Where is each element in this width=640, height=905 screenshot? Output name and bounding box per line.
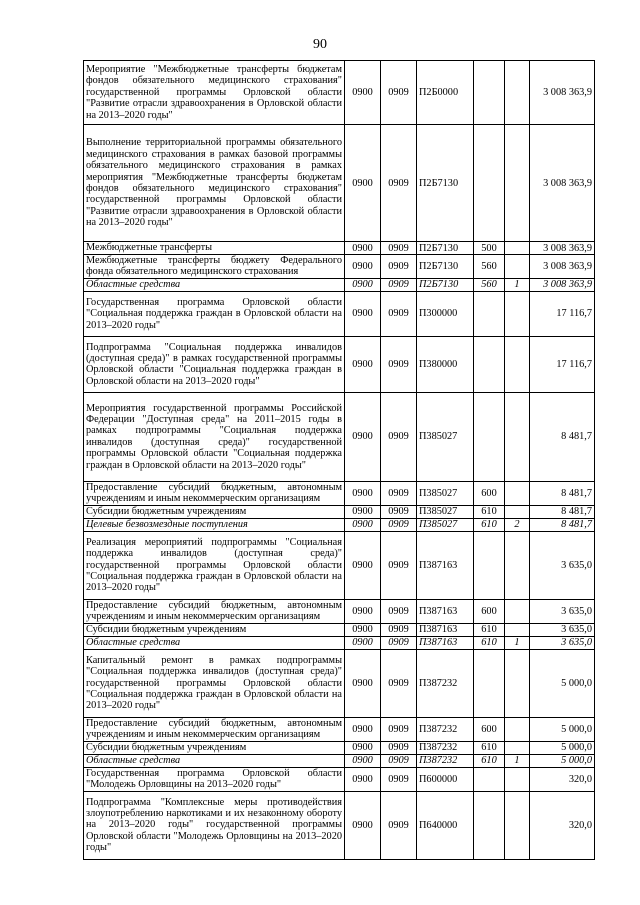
table-row	[84, 255, 595, 279]
section-code-cell: 0900	[345, 623, 381, 636]
row-name-cell: Областные средства	[84, 754, 345, 767]
amount-cell: 3 008 363,9	[530, 61, 595, 125]
program-code-cell: П387232	[417, 649, 474, 717]
table-row	[84, 242, 595, 255]
funding-source-cell	[505, 623, 530, 636]
program-code-cell: П380000	[417, 336, 474, 392]
table-row	[84, 291, 595, 336]
table-row	[84, 767, 595, 791]
table-row	[84, 278, 595, 291]
section-code-cell: 0900	[345, 291, 381, 336]
subsection-code-cell: 0909	[381, 505, 417, 518]
table-row	[84, 636, 595, 649]
program-code-cell: П387163	[417, 623, 474, 636]
table-row	[84, 791, 595, 859]
program-code-cell: П385027	[417, 505, 474, 518]
amount-cell: 5 000,0	[530, 741, 595, 754]
subsection-code-cell: 0909	[381, 623, 417, 636]
expense-kind-cell: 560	[474, 278, 505, 291]
program-code-cell: П387232	[417, 717, 474, 741]
section-code-cell: 0900	[345, 61, 381, 125]
section-code-cell: 0900	[345, 649, 381, 717]
section-code-cell: 0900	[345, 255, 381, 279]
amount-cell: 5 000,0	[530, 754, 595, 767]
program-code-cell: П387232	[417, 741, 474, 754]
expense-kind-cell	[474, 392, 505, 481]
funding-source-cell	[505, 291, 530, 336]
row-name-cell: Мероприятия государственной программы Российской Федерации "Доступная среда" на 2011–2015 годы в рамках подпрограммы "Социальная поддержка инвалидов (доступная среда)" государственной программы Орловской области "Социальная поддержка граждан в Орловской области на 2013–2020 годы"	[84, 392, 345, 481]
amount-cell: 320,0	[530, 767, 595, 791]
section-code-cell: 0900	[345, 599, 381, 623]
budget-table-body	[84, 61, 595, 860]
amount-cell: 8 481,7	[530, 392, 595, 481]
expense-kind-cell: 610	[474, 518, 505, 531]
table-row	[84, 392, 595, 481]
subsection-code-cell: 0909	[381, 291, 417, 336]
subsection-code-cell: 0909	[381, 481, 417, 505]
amount-cell: 3 635,0	[530, 636, 595, 649]
subsection-code-cell: 0909	[381, 754, 417, 767]
amount-cell: 3 008 363,9	[530, 278, 595, 291]
amount-cell: 3 635,0	[530, 531, 595, 599]
subsection-code-cell: 0909	[381, 717, 417, 741]
row-name-cell: Подпрограмма "Социальная поддержка инвалидов (доступная среда)" в рамках государственной программы Орловской области "Социальная поддержка граждан в Орловской области на 2013–2020 годы"	[84, 336, 345, 392]
table-row	[84, 518, 595, 531]
section-code-cell: 0900	[345, 754, 381, 767]
program-code-cell: П2Б7130	[417, 125, 474, 242]
subsection-code-cell: 0909	[381, 767, 417, 791]
subsection-code-cell: 0909	[381, 636, 417, 649]
amount-cell: 17 116,7	[530, 291, 595, 336]
amount-cell: 5 000,0	[530, 649, 595, 717]
expense-kind-cell: 600	[474, 717, 505, 741]
funding-source-cell	[505, 717, 530, 741]
funding-source-cell	[505, 741, 530, 754]
funding-source-cell: 1	[505, 636, 530, 649]
row-name-cell: Государственная программа Орловской области "Социальная поддержка граждан в Орловской области на 2013–2020 годы"	[84, 291, 345, 336]
funding-source-cell	[505, 531, 530, 599]
table-row	[84, 754, 595, 767]
expense-kind-cell: 610	[474, 636, 505, 649]
subsection-code-cell: 0909	[381, 242, 417, 255]
row-name-cell: Капитальный ремонт в рамках подпрограммы "Социальная поддержка инвалидов (доступная среда)" государственной программы Орловской области "Социальная поддержка граждан в Орловской области на 2013–2020 годы"	[84, 649, 345, 717]
program-code-cell: П385027	[417, 481, 474, 505]
table-row	[84, 531, 595, 599]
funding-source-cell	[505, 125, 530, 242]
subsection-code-cell: 0909	[381, 649, 417, 717]
section-code-cell: 0900	[345, 717, 381, 741]
table-row	[84, 336, 595, 392]
program-code-cell: П2Б7130	[417, 278, 474, 291]
subsection-code-cell: 0909	[381, 336, 417, 392]
row-name-cell: Межбюджетные трансферты	[84, 242, 345, 255]
row-name-cell: Субсидии бюджетным учреждениям	[84, 623, 345, 636]
funding-source-cell	[505, 255, 530, 279]
program-code-cell: П2Б7130	[417, 255, 474, 279]
section-code-cell: 0900	[345, 125, 381, 242]
funding-source-cell: 2	[505, 518, 530, 531]
amount-cell: 17 116,7	[530, 336, 595, 392]
expense-kind-cell	[474, 649, 505, 717]
table-row	[84, 481, 595, 505]
subsection-code-cell: 0909	[381, 791, 417, 859]
subsection-code-cell: 0909	[381, 255, 417, 279]
section-code-cell: 0900	[345, 791, 381, 859]
row-name-cell: Подпрограмма "Комплексные меры противодействия злоупотреблению наркотиками и их незаконному обороту на 2013–2020 годы" государственной программы Орловской области "Молодежь Орловщины на 2013–2020 годы"	[84, 791, 345, 859]
subsection-code-cell: 0909	[381, 278, 417, 291]
table-row	[84, 717, 595, 741]
budget-table	[83, 60, 595, 860]
expense-kind-cell	[474, 291, 505, 336]
row-name-cell: Предоставление субсидий бюджетным, автономным учреждениям и иным некоммерческим организациям	[84, 481, 345, 505]
row-name-cell: Мероприятие "Межбюджетные трансферты бюджетам фондов обязательного медицинского страхования" государственной программы Орловской области "Развитие отрасли здравоохранения в Орловской области на 2013–2020 годы"	[84, 61, 345, 125]
row-name-cell: Межбюджетные трансферты бюджету Федерального фонда обязательного медицинского страхования	[84, 255, 345, 279]
amount-cell: 3 635,0	[530, 623, 595, 636]
program-code-cell: П385027	[417, 392, 474, 481]
program-code-cell: П2Б0000	[417, 61, 474, 125]
table-row	[84, 623, 595, 636]
row-name-cell: Выполнение территориальной программы обязательного медицинского страхования в рамках базовой программы обязательного медицинского страхования в рамках мероприятия "Межбюджетные трансферты бюджетам фондов обязательного медицинского страхования" государственной программы Орловской области "Развитие отрасли здравоохранения в Орловской области на 2013–2020 годы"	[84, 125, 345, 242]
amount-cell: 8 481,7	[530, 505, 595, 518]
funding-source-cell	[505, 481, 530, 505]
row-name-cell: Областные средства	[84, 636, 345, 649]
expense-kind-cell: 610	[474, 741, 505, 754]
row-name-cell: Реализация мероприятий подпрограммы "Социальная поддержка инвалидов (доступная среда)" государственной программы Орловской области "Социальная поддержка граждан в Орловской области на 2013–2020 годы"	[84, 531, 345, 599]
page-number: 90	[313, 37, 327, 52]
row-name-cell: Предоставление субсидий бюджетным, автономным учреждениям и иным некоммерческим организациям	[84, 717, 345, 741]
table-row	[84, 741, 595, 754]
row-name-cell: Целевые безвозмездные поступления	[84, 518, 345, 531]
table-row	[84, 649, 595, 717]
expense-kind-cell: 560	[474, 255, 505, 279]
subsection-code-cell: 0909	[381, 531, 417, 599]
expense-kind-cell	[474, 767, 505, 791]
section-code-cell: 0900	[345, 636, 381, 649]
row-name-cell: Субсидии бюджетным учреждениям	[84, 505, 345, 518]
expense-kind-cell: 610	[474, 505, 505, 518]
subsection-code-cell: 0909	[381, 61, 417, 125]
subsection-code-cell: 0909	[381, 741, 417, 754]
funding-source-cell	[505, 767, 530, 791]
expense-kind-cell	[474, 531, 505, 599]
program-code-cell: П387163	[417, 599, 474, 623]
expense-kind-cell	[474, 336, 505, 392]
row-name-cell: Областные средства	[84, 278, 345, 291]
program-code-cell: П300000	[417, 291, 474, 336]
subsection-code-cell: 0909	[381, 599, 417, 623]
table-row	[84, 599, 595, 623]
program-code-cell: П387163	[417, 636, 474, 649]
section-code-cell: 0900	[345, 741, 381, 754]
program-code-cell: П387163	[417, 531, 474, 599]
funding-source-cell: 1	[505, 278, 530, 291]
amount-cell: 8 481,7	[530, 481, 595, 505]
section-code-cell: 0900	[345, 278, 381, 291]
section-code-cell: 0900	[345, 518, 381, 531]
amount-cell: 320,0	[530, 791, 595, 859]
funding-source-cell	[505, 649, 530, 717]
amount-cell: 5 000,0	[530, 717, 595, 741]
expense-kind-cell: 610	[474, 754, 505, 767]
amount-cell: 3 635,0	[530, 599, 595, 623]
amount-cell: 3 008 363,9	[530, 255, 595, 279]
expense-kind-cell: 610	[474, 623, 505, 636]
section-code-cell: 0900	[345, 242, 381, 255]
funding-source-cell	[505, 599, 530, 623]
section-code-cell: 0900	[345, 481, 381, 505]
section-code-cell: 0900	[345, 392, 381, 481]
section-code-cell: 0900	[345, 767, 381, 791]
section-code-cell: 0900	[345, 531, 381, 599]
funding-source-cell	[505, 242, 530, 255]
program-code-cell: П387232	[417, 754, 474, 767]
amount-cell: 8 481,7	[530, 518, 595, 531]
row-name-cell: Субсидии бюджетным учреждениям	[84, 741, 345, 754]
subsection-code-cell: 0909	[381, 125, 417, 242]
program-code-cell: П2Б7130	[417, 242, 474, 255]
table-row	[84, 61, 595, 125]
expense-kind-cell	[474, 791, 505, 859]
row-name-cell: Государственная программа Орловской области "Молодежь Орловщины на 2013–2020 годы"	[84, 767, 345, 791]
expense-kind-cell: 600	[474, 481, 505, 505]
funding-source-cell	[505, 61, 530, 125]
amount-cell: 3 008 363,9	[530, 242, 595, 255]
expense-kind-cell: 500	[474, 242, 505, 255]
program-code-cell: П600000	[417, 767, 474, 791]
program-code-cell: П385027	[417, 518, 474, 531]
table-row	[84, 125, 595, 242]
expense-kind-cell	[474, 125, 505, 242]
expense-kind-cell	[474, 61, 505, 125]
subsection-code-cell: 0909	[381, 392, 417, 481]
funding-source-cell	[505, 791, 530, 859]
subsection-code-cell: 0909	[381, 518, 417, 531]
funding-source-cell	[505, 392, 530, 481]
program-code-cell: П640000	[417, 791, 474, 859]
section-code-cell: 0900	[345, 336, 381, 392]
section-code-cell: 0900	[345, 505, 381, 518]
funding-source-cell	[505, 336, 530, 392]
table-row	[84, 505, 595, 518]
row-name-cell: Предоставление субсидий бюджетным, автономным учреждениям и иным некоммерческим организациям	[84, 599, 345, 623]
funding-source-cell: 1	[505, 754, 530, 767]
expense-kind-cell: 600	[474, 599, 505, 623]
funding-source-cell	[505, 505, 530, 518]
amount-cell: 3 008 363,9	[530, 125, 595, 242]
